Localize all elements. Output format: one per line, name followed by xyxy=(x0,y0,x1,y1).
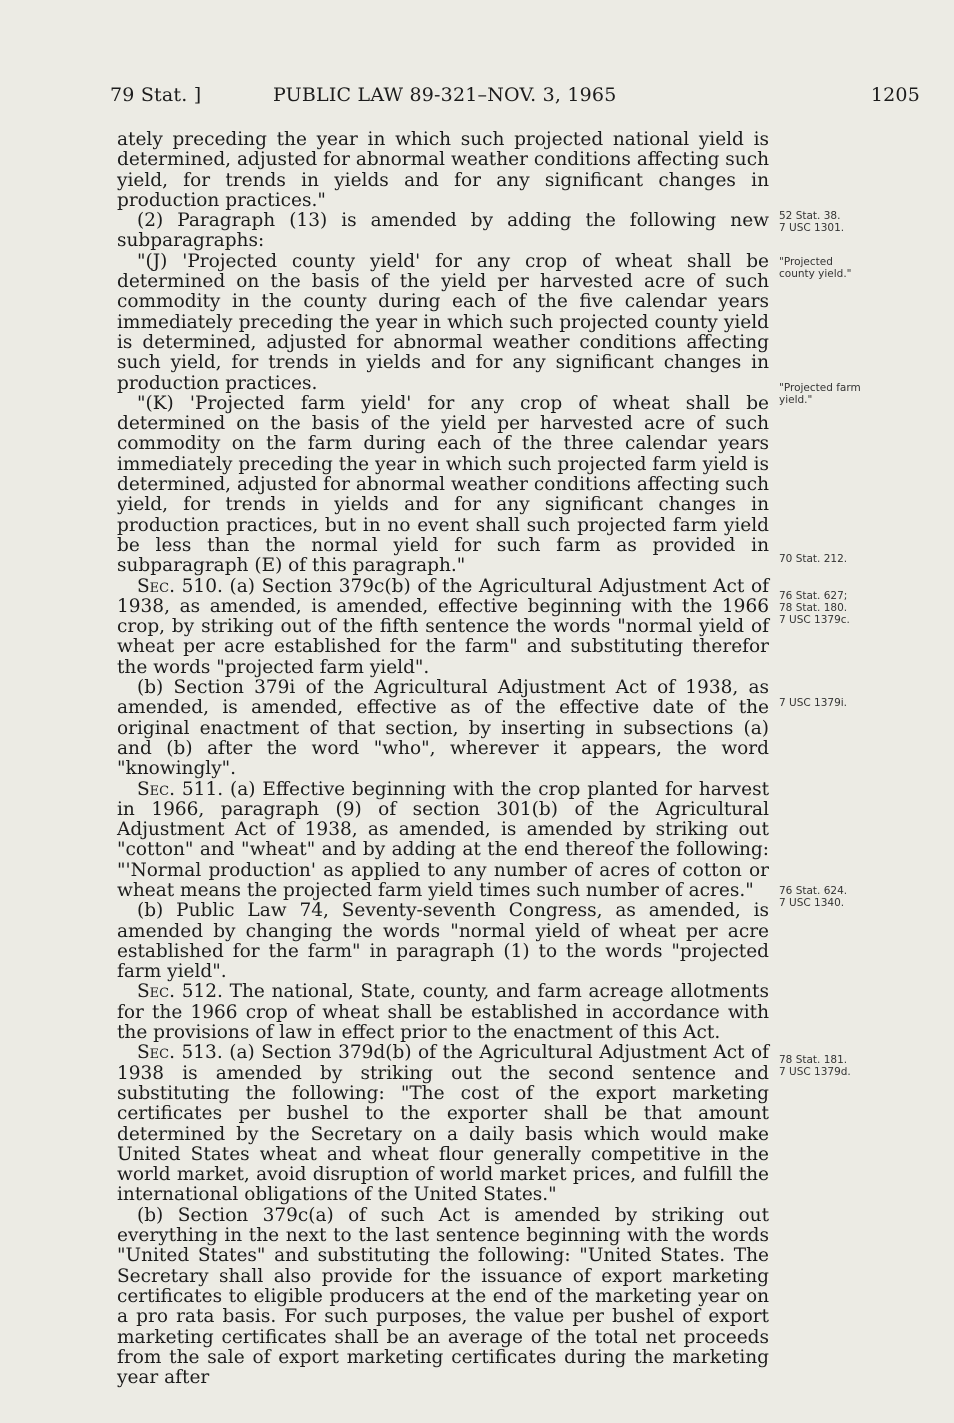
margin-note-citation: 52 Stat. 38. 7 USC 1301. xyxy=(779,210,845,234)
section-label: Sec. 510. xyxy=(137,575,223,597)
section-512: Sec. 512. The national, State, county, and farm acreage allotments for the 1966 crop of wheat shall be established in accordance with the provisions of law in effect prior to the enactment of this Act. xyxy=(117,981,769,1044)
section-label: Sec. 511. xyxy=(137,778,224,800)
paragraph: "(J) 'Projected county yield' for any crop of wheat shall be determined on the basis of the yield per harvested acre of such commodity in the county during each of the five calendar years immediately preceding the year in which such projected county yield is determined, adjusted for abnormal weather conditions affecting such yield, for trends in yields and for any significant changes in production practices. xyxy=(117,250,769,394)
paragraph: (b) Section 379c(a) of such Act is amended by striking out everything in the next to the last sentence beginning with the words "United States" and substituting the following: "United States. The Secretary shall also provide for the issuance of export marketing certificates to eligible producers at the end of the marketing year on a pro rata basis. For such purposes, the value per bushel of export marketing certificates shall be an average of the total net proceeds from the sale of export marketing certificates during the marketing year after xyxy=(117,1204,769,1389)
page-number: 1205 xyxy=(870,84,920,106)
margin-note-citation: 76 Stat. 624. 7 USC 1340. xyxy=(779,885,848,909)
section-510: Sec. 510. (a) Section 379c(b) of the Agricultural Adjustment Act of 1938, as amended, is amended, effective beginning with the 1966 crop, by striking out of the fifth sentence the words "normal yield of wheat per acre established for the farm" and substituting therefor the words "projected farm yield". xyxy=(117,575,769,678)
margin-note-citation: 78 Stat. 181. 7 USC 1379d. xyxy=(779,1054,851,1078)
paragraph: ately preceding the year in which such projected national yield is determined, adjusted for abnormal weather conditions affecting such yield, for trends in yields and for any significant changes in production practices." xyxy=(117,129,769,211)
margin-note-citation: 76 Stat. 627; 78 Stat. 180. 7 USC 1379c. xyxy=(779,590,850,626)
section-511: Sec. 511. (a) Effective beginning with the crop planted for harvest in 1966, paragraph (9) of section 301(b) of the Agricultural Adjustment Act of 1938, as amended, is amended by striking out "cotton" and "wheat" and by adding at the end thereof the following: "'Normal production' as applied to any number of acres of cotton or wheat means the projected farm yield times such number of acres." xyxy=(117,778,769,901)
section-513: Sec. 513. (a) Section 379d(b) of the Agricultural Adjustment Act of 1938 is amended by striking out the second sentence and substituting the following: "The cost of the export marketing certificates per bushel to the exporter shall be that amount determined by the Secretary on a daily basis which would make United States wheat and wheat flour generally competitive in the world market, avoid disruption of world market prices, and fulfill the international obligations of the United States." xyxy=(117,1042,769,1206)
paragraph: (b) Public Law 74, Seventy-seventh Congress, as amended, is amended by changing the words "normal yield of wheat per acre established for the farm" in paragraph (1) to the words "projected farm yield". xyxy=(117,900,769,983)
section-label: Sec. 513. xyxy=(137,1042,223,1064)
paragraph: (2) Paragraph (13) is amended by adding the following new subparagraphs: xyxy=(117,210,769,252)
section-label: Sec. 512. xyxy=(137,981,223,1003)
page-header xyxy=(110,84,920,112)
header-title: PUBLIC LAW 89-321–NOV. 3, 1965 xyxy=(273,84,617,106)
paragraph: "(K) 'Projected farm yield' for any crop of wheat shall be determined on the basis of the yield per harvested acre of such commodity on the farm during each of the three calendar years immediately preceding the year in which such projected farm yield is determined, adjusted for abnormal weather conditions affecting such yield, for trends in yields and for any significant changes in production practices, but in no event shall such projected farm yield be less than the normal yield for such farm as provided in subparagraph (E) of this paragraph." xyxy=(117,392,769,577)
margin-note-definition: "Projected county yield." xyxy=(779,256,852,280)
margin-note-definition: "Projected farm yield." xyxy=(779,382,861,406)
margin-note-citation: 70 Stat. 212. xyxy=(779,553,848,565)
body-text xyxy=(117,130,769,1388)
margin-note-citation: 7 USC 1379i. xyxy=(779,697,848,709)
paragraph: (b) Section 379i of the Agricultural Adjustment Act of 1938, as amended, is amended, effective as of the effective date of the original enactment of that section, by inserting in subsections (a) and (b) after the word "who", wherever it appears, the word "knowingly". xyxy=(117,677,769,780)
header-volume: 79 Stat. ] xyxy=(110,84,202,106)
